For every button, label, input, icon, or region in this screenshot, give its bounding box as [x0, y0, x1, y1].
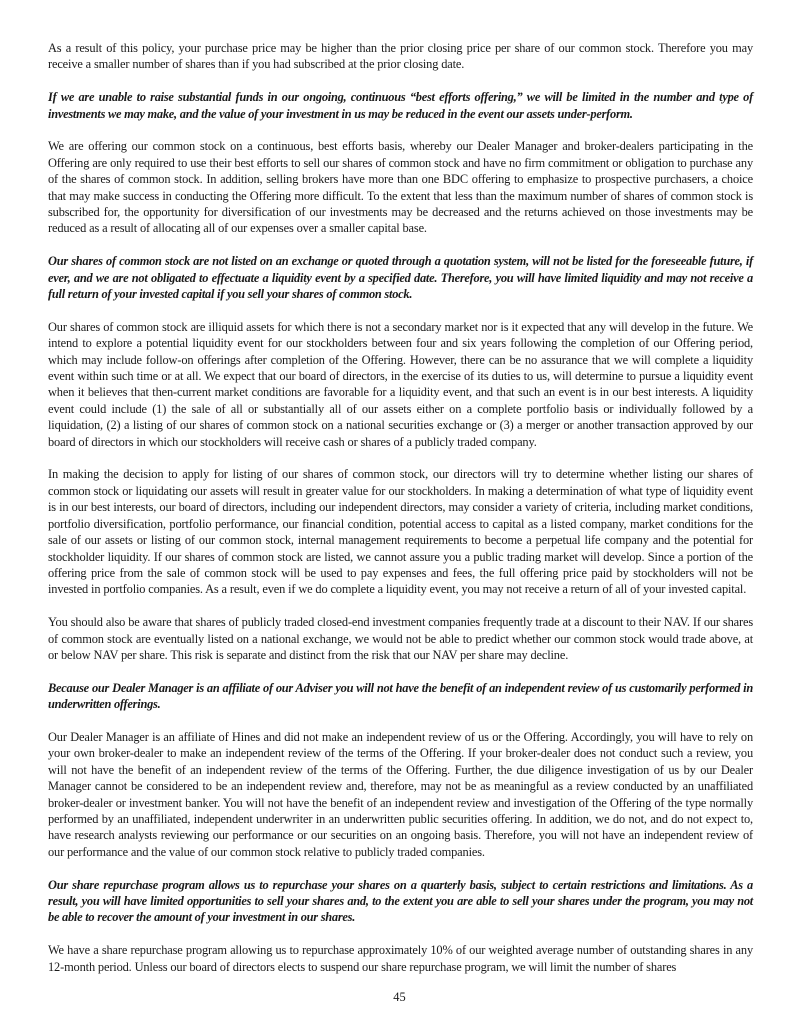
paragraph-listing-decision: In making the decision to apply for listing of our shares of common stock, our directors will try to determine whether listing our shares of common stock or liquidating our assets will result in greater value for our stockholders. In making a determination of what type of liquidity event is in our best interests, our board of directors, including our independent directors, may consider a variety of criteria, including market conditions, portfolio diversification, portfolio performance, our financial condition, potential access to capital as a listed company, market conditions for the sale of our assets or listing of our common stock, internal management requirements to become a perpetual life company and the potential for stockholder liquidity. If our shares of common stock are listed, we cannot assure you a public trading market will develop. Since a portion of the offering price from the sale of common stock will be used to pay expenses and fees, the full offering price paid by stockholders will not be invested in portfolio companies. As a result, even if we do complete a liquidity event, you may not receive a return of all of your invested capital.	[48, 467, 753, 597]
document-page	[48, 40, 753, 991]
risk-heading-best-efforts-offering: If we are unable to raise substantial funds in our ongoing, continuous “best efforts offering,” we will be limited in the number and type of investments we may make, and the value of your investment in us may be reduced in the event our assets under-perform.	[48, 90, 753, 121]
risk-heading-share-repurchase-program: Our share repurchase program allows us to repurchase your shares on a quarterly basis, subject to certain restrictions and limitations. As a result, you will have limited opportunities to sell your shares and, to the extent you are able to sell your shares under the program, you may not be able to recover the amount of your investment in our shares.	[48, 877, 753, 925]
paragraph-best-efforts-basis: We are offering our common stock on a continuous, best efforts basis, whereby our Dealer Manager and broker-dealers participating in the Offering are only required to use their best efforts to sell our shares of common stock and have no firm commitment or obligation to purchase any of the shares of common stock. In addition, selling brokers have more than one BDC offering to emphasize to prospective purchasers, a choice that may make success in conducting the Offering more difficult. To the extent that less than the maximum number of shares of common stock is subscribed for, the opportunity for diversification of our investments may be decreased and the returns achieved on those investments may be reduced as a result of allocating all of our expenses over a smaller capital base.	[48, 139, 753, 236]
risk-heading-not-listed-limited-liquidity: Our shares of common stock are not listed on an exchange or quoted through a quotation system, will not be listed for the foreseeable future, if ever, and we are not obligated to effectuate a liquidity event by a specified date. Therefore, you will have limited liquidity and may not receive a full return of your invested capital if you sell your shares of common stock.	[48, 254, 753, 302]
paragraph-share-repurchase-details: We have a share repurchase program allowing us to repurchase approximately 10% of our weighted average number of outstanding shares in any 12-month period. Unless our board of directors elects to suspend our share repurchase program, we will limit the number of shares	[48, 943, 753, 974]
page-number: 45	[393, 990, 406, 1004]
paragraph-purchase-price-policy: As a result of this policy, your purchase price may be higher than the prior closing price per share of our common stock. Therefore you may receive a smaller number of shares than if you had subscribed at the prior closing date.	[48, 41, 753, 72]
paragraph-nav-discount: You should also be aware that shares of publicly traded closed-end investment companies frequently trade at a discount to their NAV. If our shares of common stock are eventually listed on a national exchange, we would not be able to predict whether our common stock would trade above, at or below NAV per share. This risk is separate and distinct from the risk that our NAV per share may decline.	[48, 615, 753, 662]
paragraph-illiquid-assets: Our shares of common stock are illiquid assets for which there is not a secondary market nor is it expected that any will develop in the future. We intend to explore a potential liquidity event for our stockholders between four and six years following the completion of our Offering period, which may include follow-on offerings after completion of the Offering. However, there can be no assurance that we will complete a liquidity event within such time or at all. We expect that our board of directors, in the exercise of its duties to us, will determine to pursue a liquidity event when it believes that then-current market conditions are favorable for a liquidity event, and that such an event is in our best interests. A liquidity event could include (1) the sale of all or substantially all of our assets either on a complete portfolio basis or individually followed by a liquidation, (2) a listing of our shares of common stock on a national securities exchange or (3) a merger or another transaction approved by our board of directors in which our stockholders will receive cash or shares of a publicly traded company.	[48, 319, 753, 449]
paragraph-independent-review: Our Dealer Manager is an affiliate of Hines and did not make an independent review of us or the Offering. Accordingly, you will have to rely on your own broker-dealer to make an independent review of the terms of the Offering. If your broker-dealer does not conduct such a review, you will not have the benefit of an independent review of the terms of the Offering. Further, the due diligence investigation of us by our Dealer Manager cannot be considered to be an independent review and, therefore, may not be as meaningful as a review conducted by an unaffiliated broker-dealer or investment banker. You will not have the benefit of an independent review and investigation of the Offering of the type normally performed by an unaffiliated, independent underwriter in an underwritten public securities offering. In addition, we do not, and do not expect to, have research analysts reviewing our performance or our securities on an ongoing basis. Therefore, you will not have an independent review of our performance and the value of our common stock relative to publicly traded companies.	[48, 729, 753, 859]
risk-heading-dealer-manager-affiliate: Because our Dealer Manager is an affiliate of our Adviser you will not have the benefit of an independent review of us customarily performed in underwritten offerings.	[48, 680, 753, 712]
